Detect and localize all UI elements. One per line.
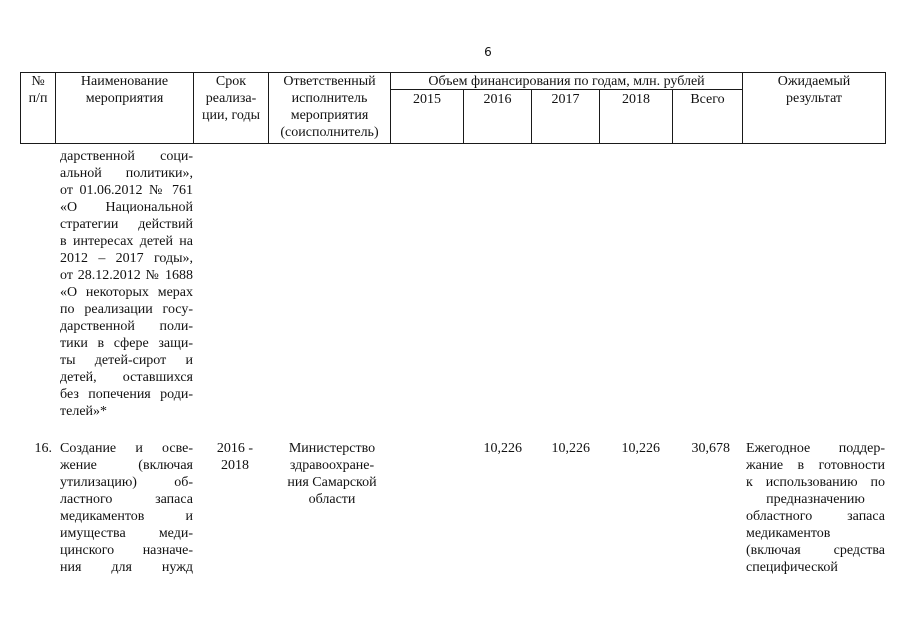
header-total: Всего (690, 92, 725, 107)
text-line: ластного запаса (60, 492, 193, 507)
header-responsible-line: исполнитель (291, 91, 368, 106)
header-year-2017: 2017 (551, 92, 580, 107)
header-border-right (885, 72, 886, 144)
row16-funding-2018: 10,226 (621, 441, 660, 456)
header-term-cell (194, 73, 268, 124)
header-year-2016: 2016 (483, 92, 512, 107)
row16-funding-total: 30,678 (691, 441, 730, 456)
text-line: 2016 - (216, 441, 254, 456)
text-line: дарственной поли- (60, 319, 193, 334)
text-line: 2018 (221, 458, 249, 473)
text-line: специфической (746, 560, 838, 575)
row16-result (746, 440, 885, 576)
text-line: Министерство (288, 441, 376, 456)
text-line: жание в готовности (746, 458, 885, 473)
header-term-line: ции, годы (202, 108, 260, 123)
text-line: здравоохране- (289, 458, 375, 473)
text-line: от 28.12.2012 № 1688 (60, 268, 193, 283)
row16-funding-2017: 10,226 (551, 441, 590, 456)
text-line: ты детей-сирот и (60, 353, 193, 368)
text-line: тики в сфере защи- (60, 336, 193, 351)
header-name-line: мероприятия (85, 91, 164, 106)
text-line: областного запаса (746, 509, 885, 524)
text-line: имущества меди- (60, 526, 193, 541)
header-funding-cell: Объем финансирования по годам, млн. рублей (428, 74, 705, 89)
text-line: «О некоторых мерах (60, 285, 193, 300)
text-line: Создание и осве- (60, 441, 193, 456)
header-number-cell (21, 73, 55, 107)
row16-number: 16. (34, 441, 52, 456)
page-number: 6 (484, 45, 492, 59)
header-term-line: Срок (215, 74, 247, 89)
header-result-line: результат (785, 91, 843, 106)
text-line: по реализации госу- (60, 302, 193, 317)
continued-name-text (60, 148, 193, 420)
text-line: предназначению (766, 492, 865, 507)
header-name-cell (56, 73, 193, 107)
text-line: цинского назначе- (60, 543, 193, 558)
text-line: ния Самарской (287, 475, 377, 490)
table-header (20, 72, 886, 144)
text-line: утилизацию) об- (60, 475, 193, 490)
header-year-2018: 2018 (622, 92, 650, 107)
header-year-2015: 2015 (413, 92, 441, 107)
header-result-cell (743, 73, 885, 107)
row16-funding-2016: 10,226 (483, 441, 522, 456)
text-line: стратегии действий (60, 217, 193, 232)
text-line: Ежегодное поддер- (746, 441, 885, 456)
text-line: «О Национальной (60, 200, 193, 215)
row16-name (60, 440, 193, 576)
header-bottom-border (20, 143, 886, 144)
header-number-line: № (31, 74, 45, 89)
header-result-line: Ожидаемый (777, 74, 851, 89)
header-term-line: реализа- (205, 91, 257, 106)
text-line: (включая средства (746, 543, 885, 558)
row16-term (200, 440, 270, 474)
text-line: к использованию по (746, 475, 885, 490)
text-line: дарственной соци- (60, 149, 193, 164)
text-line: области (308, 492, 356, 507)
header-responsible-cell (269, 73, 390, 141)
text-line: альной политики», (60, 166, 193, 181)
text-line: медикаментов и (60, 509, 193, 524)
text-line: жение (включая (60, 458, 193, 473)
header-responsible-line: мероприятия (290, 108, 369, 123)
text-line: ния для нужд (60, 560, 193, 575)
text-line: телей»* (60, 404, 108, 419)
header-number-line: п/п (28, 91, 48, 106)
header-name-line: Наименование (80, 74, 169, 89)
text-line: без попечения роди- (60, 387, 193, 402)
text-line: в интересах детей на (60, 234, 193, 249)
text-line: от 01.06.2012 № 761 (60, 183, 193, 198)
header-responsible-line: (соисполнитель) (280, 125, 379, 140)
row16-responsible (275, 440, 389, 508)
text-line: 2012 – 2017 годы», (60, 251, 193, 266)
text-line: медикаментов (746, 526, 831, 541)
text-line: детей, оставшихся (60, 370, 193, 385)
header-responsible-line: Ответственный (283, 74, 376, 89)
